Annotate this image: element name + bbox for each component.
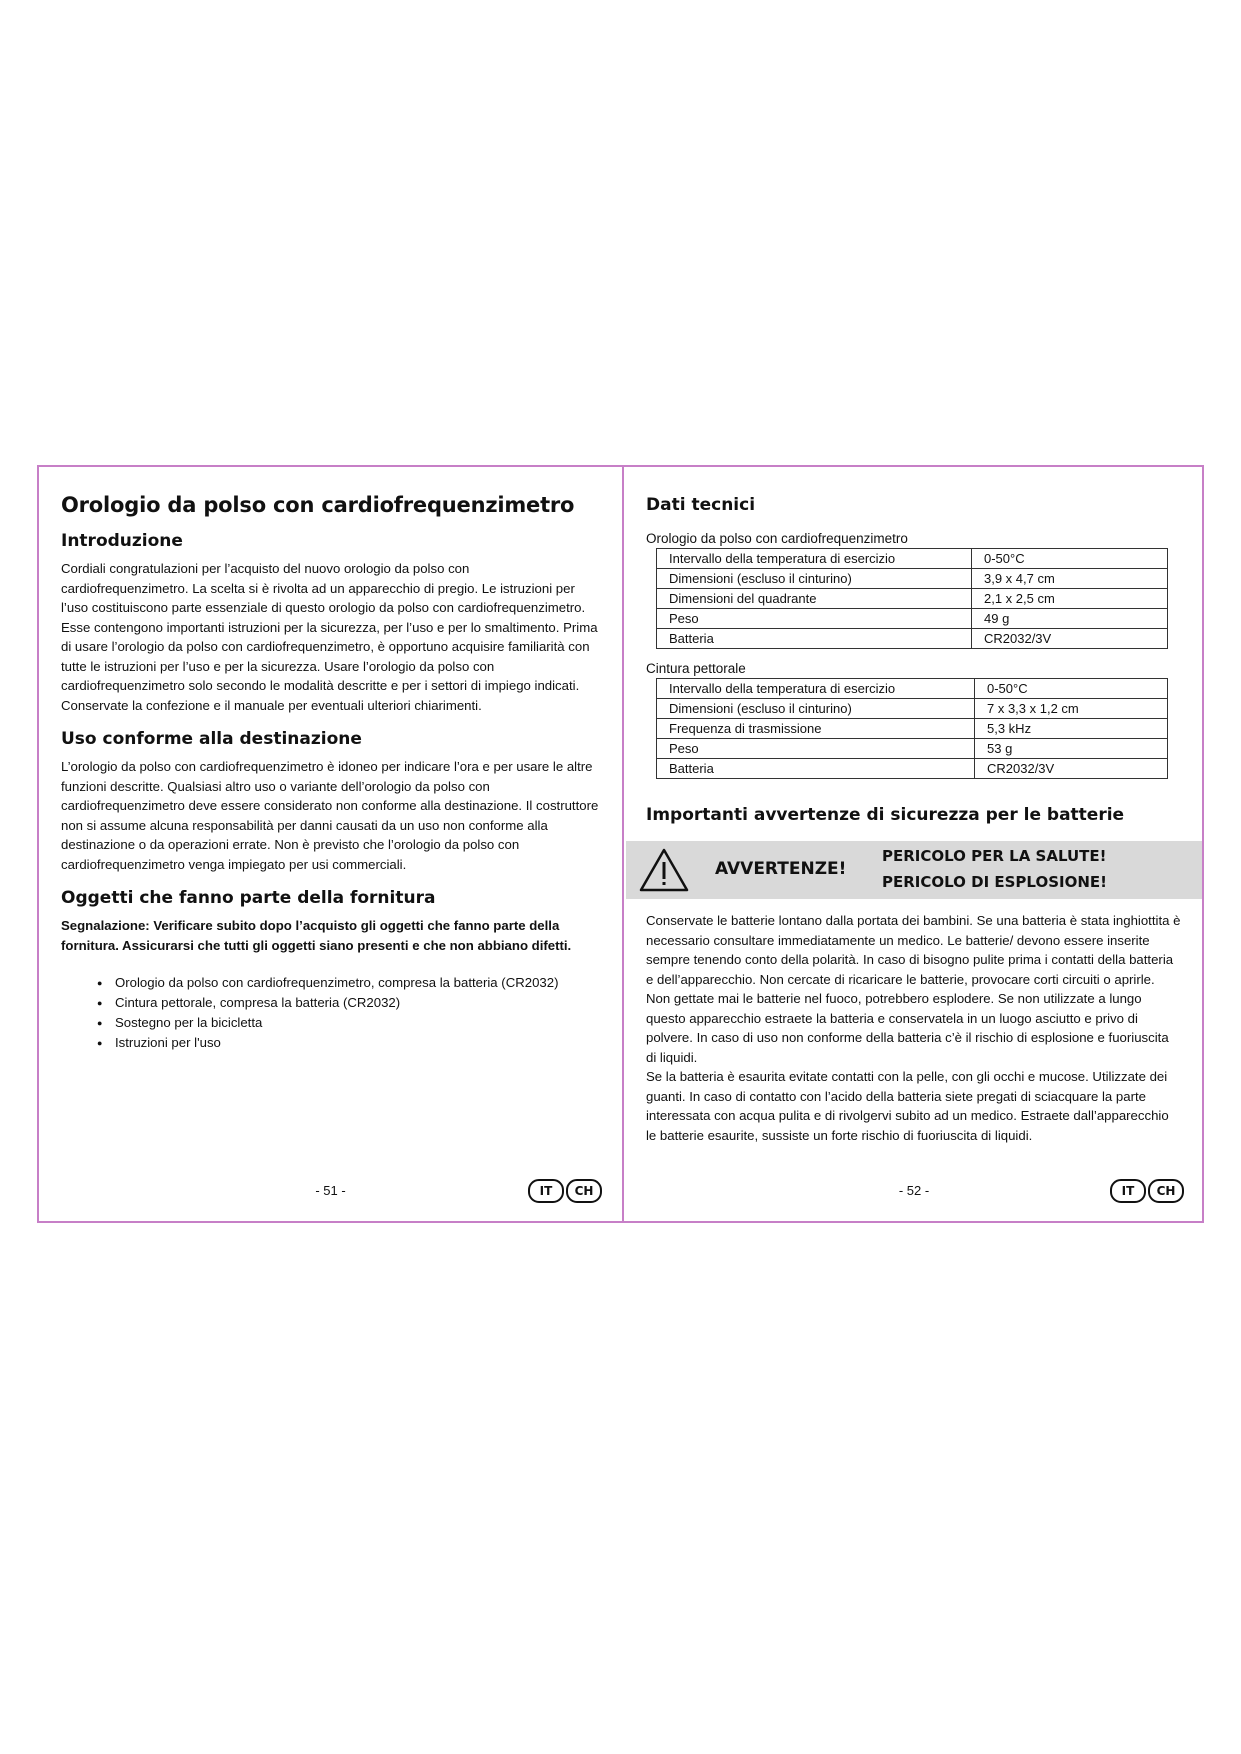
spec-value: CR2032/3V (975, 759, 1168, 779)
supply-heading: Oggetti che fanno parte della fornitura (61, 888, 436, 908)
list-item: ● Cintura pettorale, compresa la batteria (CR2032) (97, 993, 600, 1013)
spec-value: 3,9 x 4,7 cm (972, 569, 1168, 589)
page-52 (624, 467, 1204, 1221)
table-row (657, 589, 1168, 609)
page-footer (624, 1179, 1204, 1203)
list-item: ● Istruzioni per l'uso (97, 1033, 600, 1053)
warning-explosion: PERICOLO DI ESPLOSIONE! (882, 873, 1107, 891)
spec-key: Peso (657, 739, 975, 759)
manual-spread (37, 465, 1204, 1223)
country-badge-ch: CH (1148, 1179, 1184, 1203)
table-row (657, 569, 1168, 589)
list-item: ● Orologio da polso con cardiofrequenzimetro, compresa la batteria (CR2032) (97, 973, 600, 993)
page-51 (39, 467, 622, 1221)
table-row (657, 739, 1168, 759)
spec-key: Dimensioni (escluso il cinturino) (657, 569, 972, 589)
table-row (657, 719, 1168, 739)
battery-text: Conservate le batterie lontano dalla portata dei bambini. Se una batteria è stata inghiottita è necessario consultare immediatamente un medico. Le batterie/ devono essere inserite sempre tenendo conto della polarità. In caso di bisogno pulite prima i contatti della batteria e dell’apparecchio. Non cercate di ricaricare le batterie, provocare corti circuiti o aprirle. Non gettate mai le batterie nel fuoco, potrebbero esplodere. Se non utilizzate a lungo questo apparecchio estraete la batteria e conservatela in un luogo asciutto e privo di polvere. In caso di uso non conforme della batteria c’è il rischio di esplosione e fuoriuscita di liquidi. (646, 913, 1181, 1065)
page-number: - 51 - (315, 1183, 346, 1198)
belt-spec-label: Cintura pettorale (646, 661, 746, 676)
watch-spec-table (656, 548, 1168, 649)
spec-value: 5,3 kHz (975, 719, 1168, 739)
table-row (657, 629, 1168, 649)
spec-value: 49 g (972, 609, 1168, 629)
spec-key: Batteria (657, 759, 975, 779)
table-row (657, 609, 1168, 629)
country-badges (1110, 1179, 1184, 1203)
spec-key: Intervallo della temperatura di esercizio (657, 549, 972, 569)
spec-key: Intervallo della temperatura di esercizio (657, 679, 975, 699)
intended-use-text: L’orologio da polso con cardiofrequenzimetro è idoneo per indicare l’ora e per usare le altre funzioni descritte. Qualsiasi altro uso o variante dell’orologio da polso con cardiofrequenzimetro deve essere considerato non conforme alla destinazione. Il costruttore non si assume alcuna responsabilità per danni causati da un uso non conforme alla destinazione o da operazioni errate. Non è previsto che l’orologio da polso con cardiofrequenzimetro venga impiegato per usi commerciali. (61, 759, 599, 872)
table-row (657, 699, 1168, 719)
spec-value: CR2032/3V (972, 629, 1168, 649)
tech-data-heading: Dati tecnici (646, 495, 756, 515)
belt-spec-table (656, 678, 1168, 779)
spec-value: 53 g (975, 739, 1168, 759)
country-badges (528, 1179, 602, 1203)
spec-value: 0-50°C (972, 549, 1168, 569)
table-row (657, 679, 1168, 699)
page-title: Orologio da polso con cardiofrequenzimetro (61, 493, 575, 517)
list-item: ● Sostegno per la bicicletta (97, 1013, 600, 1033)
spec-value: 2,1 x 2,5 cm (972, 589, 1168, 609)
country-badge-ch: CH (566, 1179, 602, 1203)
battery-text-2: Se la batteria è esaurita evitate contatti con la pelle, con gli occhi e mucose. Utilizzate dei guanti. In caso di contatto con l’acido della batteria siete pregati di sciacquare la parte interessata con acqua pulita e di rivolgervi subito ad un medico. Estraete dall’apparecchio le batterie esaurite, sussiste un forte rischio di fuoriuscita di liquidi. (646, 1069, 1169, 1143)
warning-label: AVVERTENZE! (715, 859, 847, 879)
battery-safety-heading: Importanti avvertenze di sicurezza per le batterie (646, 805, 1125, 825)
spec-key: Dimensioni (escluso il cinturino) (657, 699, 975, 719)
country-badge-it: IT (1110, 1179, 1146, 1203)
spec-value: 0-50°C (975, 679, 1168, 699)
warning-triangle-icon (638, 847, 690, 893)
country-badge-it: IT (528, 1179, 564, 1203)
table-row (657, 759, 1168, 779)
supply-list (97, 973, 600, 1053)
page-number: - 52 - (898, 1183, 930, 1198)
intro-text: Cordiali congratulazioni per l’acquisto del nuovo orologio da polso con cardiofrequenzimetro. La scelta si è rivolta ad un apparecchio di pregio. Le istruzioni per l’uso costituiscono parte essenziale di questo orologio da polso con cardiofrequenzimetro. Esse contengono importanti istruzioni per la sicurezza, per l’uso e per lo smaltimento. Prima di usare l’orologio da polso con cardiofrequenzimetro, è opportuno acquisire familiarità con tutte le istruzioni per l’uso e per la sicurezza. Usare l’orologio da polso con cardiofrequenzimetro solo secondo le modalità descritte e per i settori di impiego indicati. Conservate la confezione e il manuale per eventuali ulteriori chiarimenti. (61, 561, 598, 713)
spec-key: Frequenza di trasmissione (657, 719, 975, 739)
warning-box (626, 841, 1202, 899)
warning-health: PERICOLO PER LA SALUTE! (882, 847, 1107, 865)
spec-key: Batteria (657, 629, 972, 649)
supply-note: Segnalazione: Verificare subito dopo l’acquisto gli oggetti che fanno parte della fornitura. Assicurarsi che tutti gli oggetti siano presenti e che non abbiano difetti. (61, 918, 572, 953)
table-row (657, 549, 1168, 569)
spec-value: 7 x 3,3 x 1,2 cm (975, 699, 1168, 719)
intro-heading: Introduzione (61, 531, 183, 551)
intended-use-heading: Uso conforme alla destinazione (61, 729, 362, 749)
spec-key: Dimensioni del quadrante (657, 589, 972, 609)
page-footer (39, 1179, 622, 1203)
spec-key: Peso (657, 609, 972, 629)
watch-spec-label: Orologio da polso con cardiofrequenzimetro (646, 531, 908, 546)
